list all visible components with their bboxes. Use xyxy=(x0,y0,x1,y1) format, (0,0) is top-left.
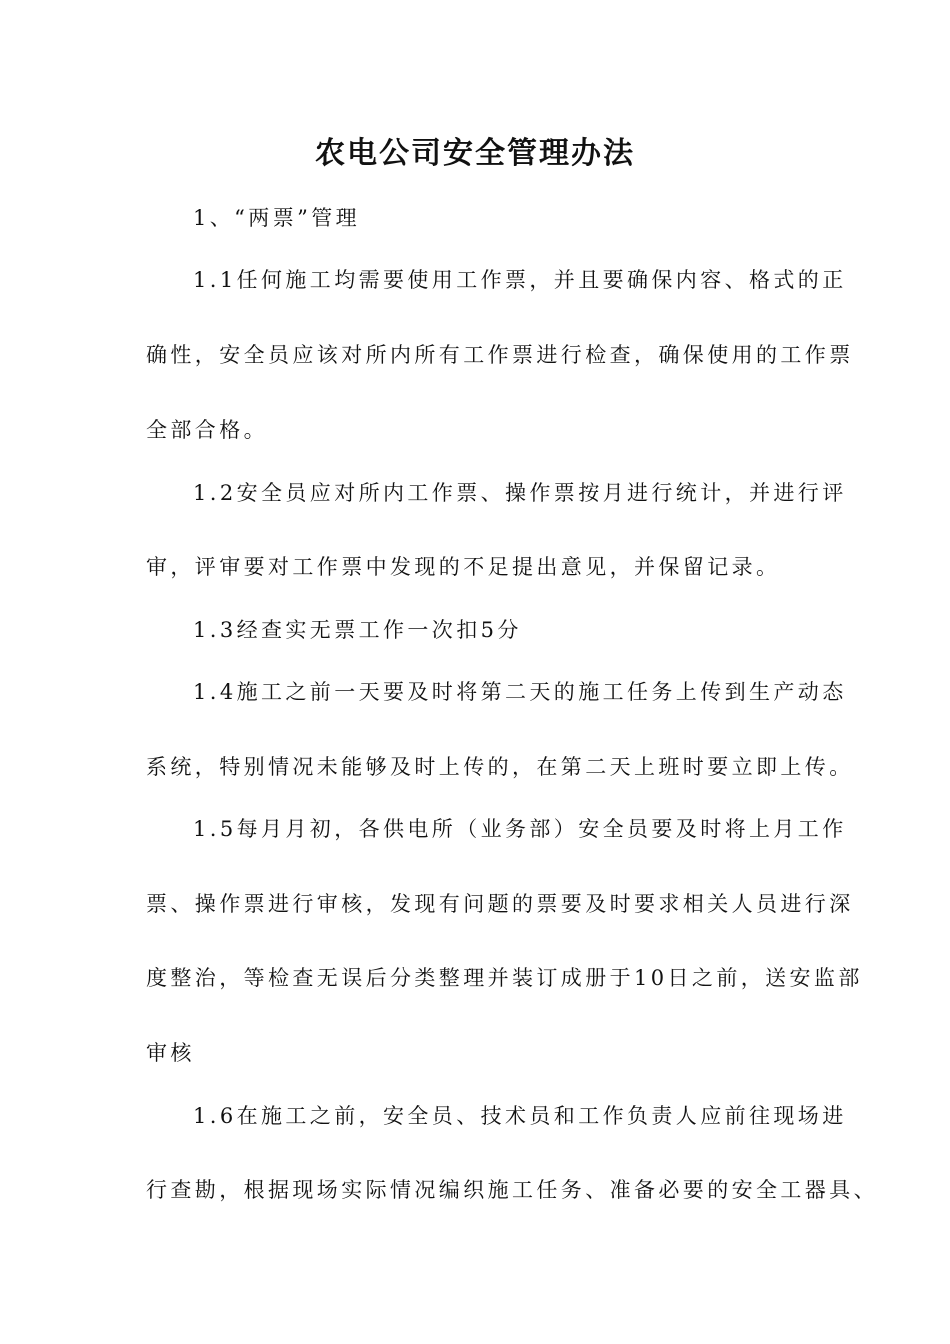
paragraph-line: 票、操作票进行审核，发现有问题的票要及时要求相关人员进行深 xyxy=(146,892,854,916)
paragraph-line: 审核 xyxy=(146,1041,195,1065)
paragraph-line: 1.6在施工之前，安全员、技术员和工作负责人应前往现场进 xyxy=(193,1104,847,1128)
paragraph-line: 1.1任何施工均需要使用工作票，并且要确保内容、格式的正 xyxy=(193,268,847,292)
paragraph-line: 系统，特别情况未能够及时上传的，在第二天上班时要立即上传。 xyxy=(146,755,854,779)
section-heading-two-tickets: 1、“两票”管理 xyxy=(193,206,361,230)
paragraph-line: 1.2安全员应对所内工作票、操作票按月进行统计，并进行评 xyxy=(193,481,847,505)
document-title: 农电公司安全管理办法 xyxy=(315,136,635,171)
paragraph-line: 审，评审要对工作票中发现的不足提出意见，并保留记录。 xyxy=(146,555,781,579)
paragraph-line: 1.4施工之前一天要及时将第二天的施工任务上传到生产动态 xyxy=(193,680,847,704)
paragraph-line: 度整治，等检查无误后分类整理并装订成册于10日之前，送安监部 xyxy=(146,966,863,990)
paragraph-line: 确性，安全员应该对所内所有工作票进行检查，确保使用的工作票 xyxy=(146,343,854,367)
paragraph-line: 1.5每月月初，各供电所（业务部）安全员要及时将上月工作 xyxy=(193,817,847,841)
paragraph-line: 全部合格。 xyxy=(146,418,268,442)
paragraph-line: 1.3经查实无票工作一次扣5分 xyxy=(193,618,522,642)
paragraph-line: 行查勘，根据现场实际情况编织施工任务、准备必要的安全工器具、 xyxy=(146,1178,878,1202)
